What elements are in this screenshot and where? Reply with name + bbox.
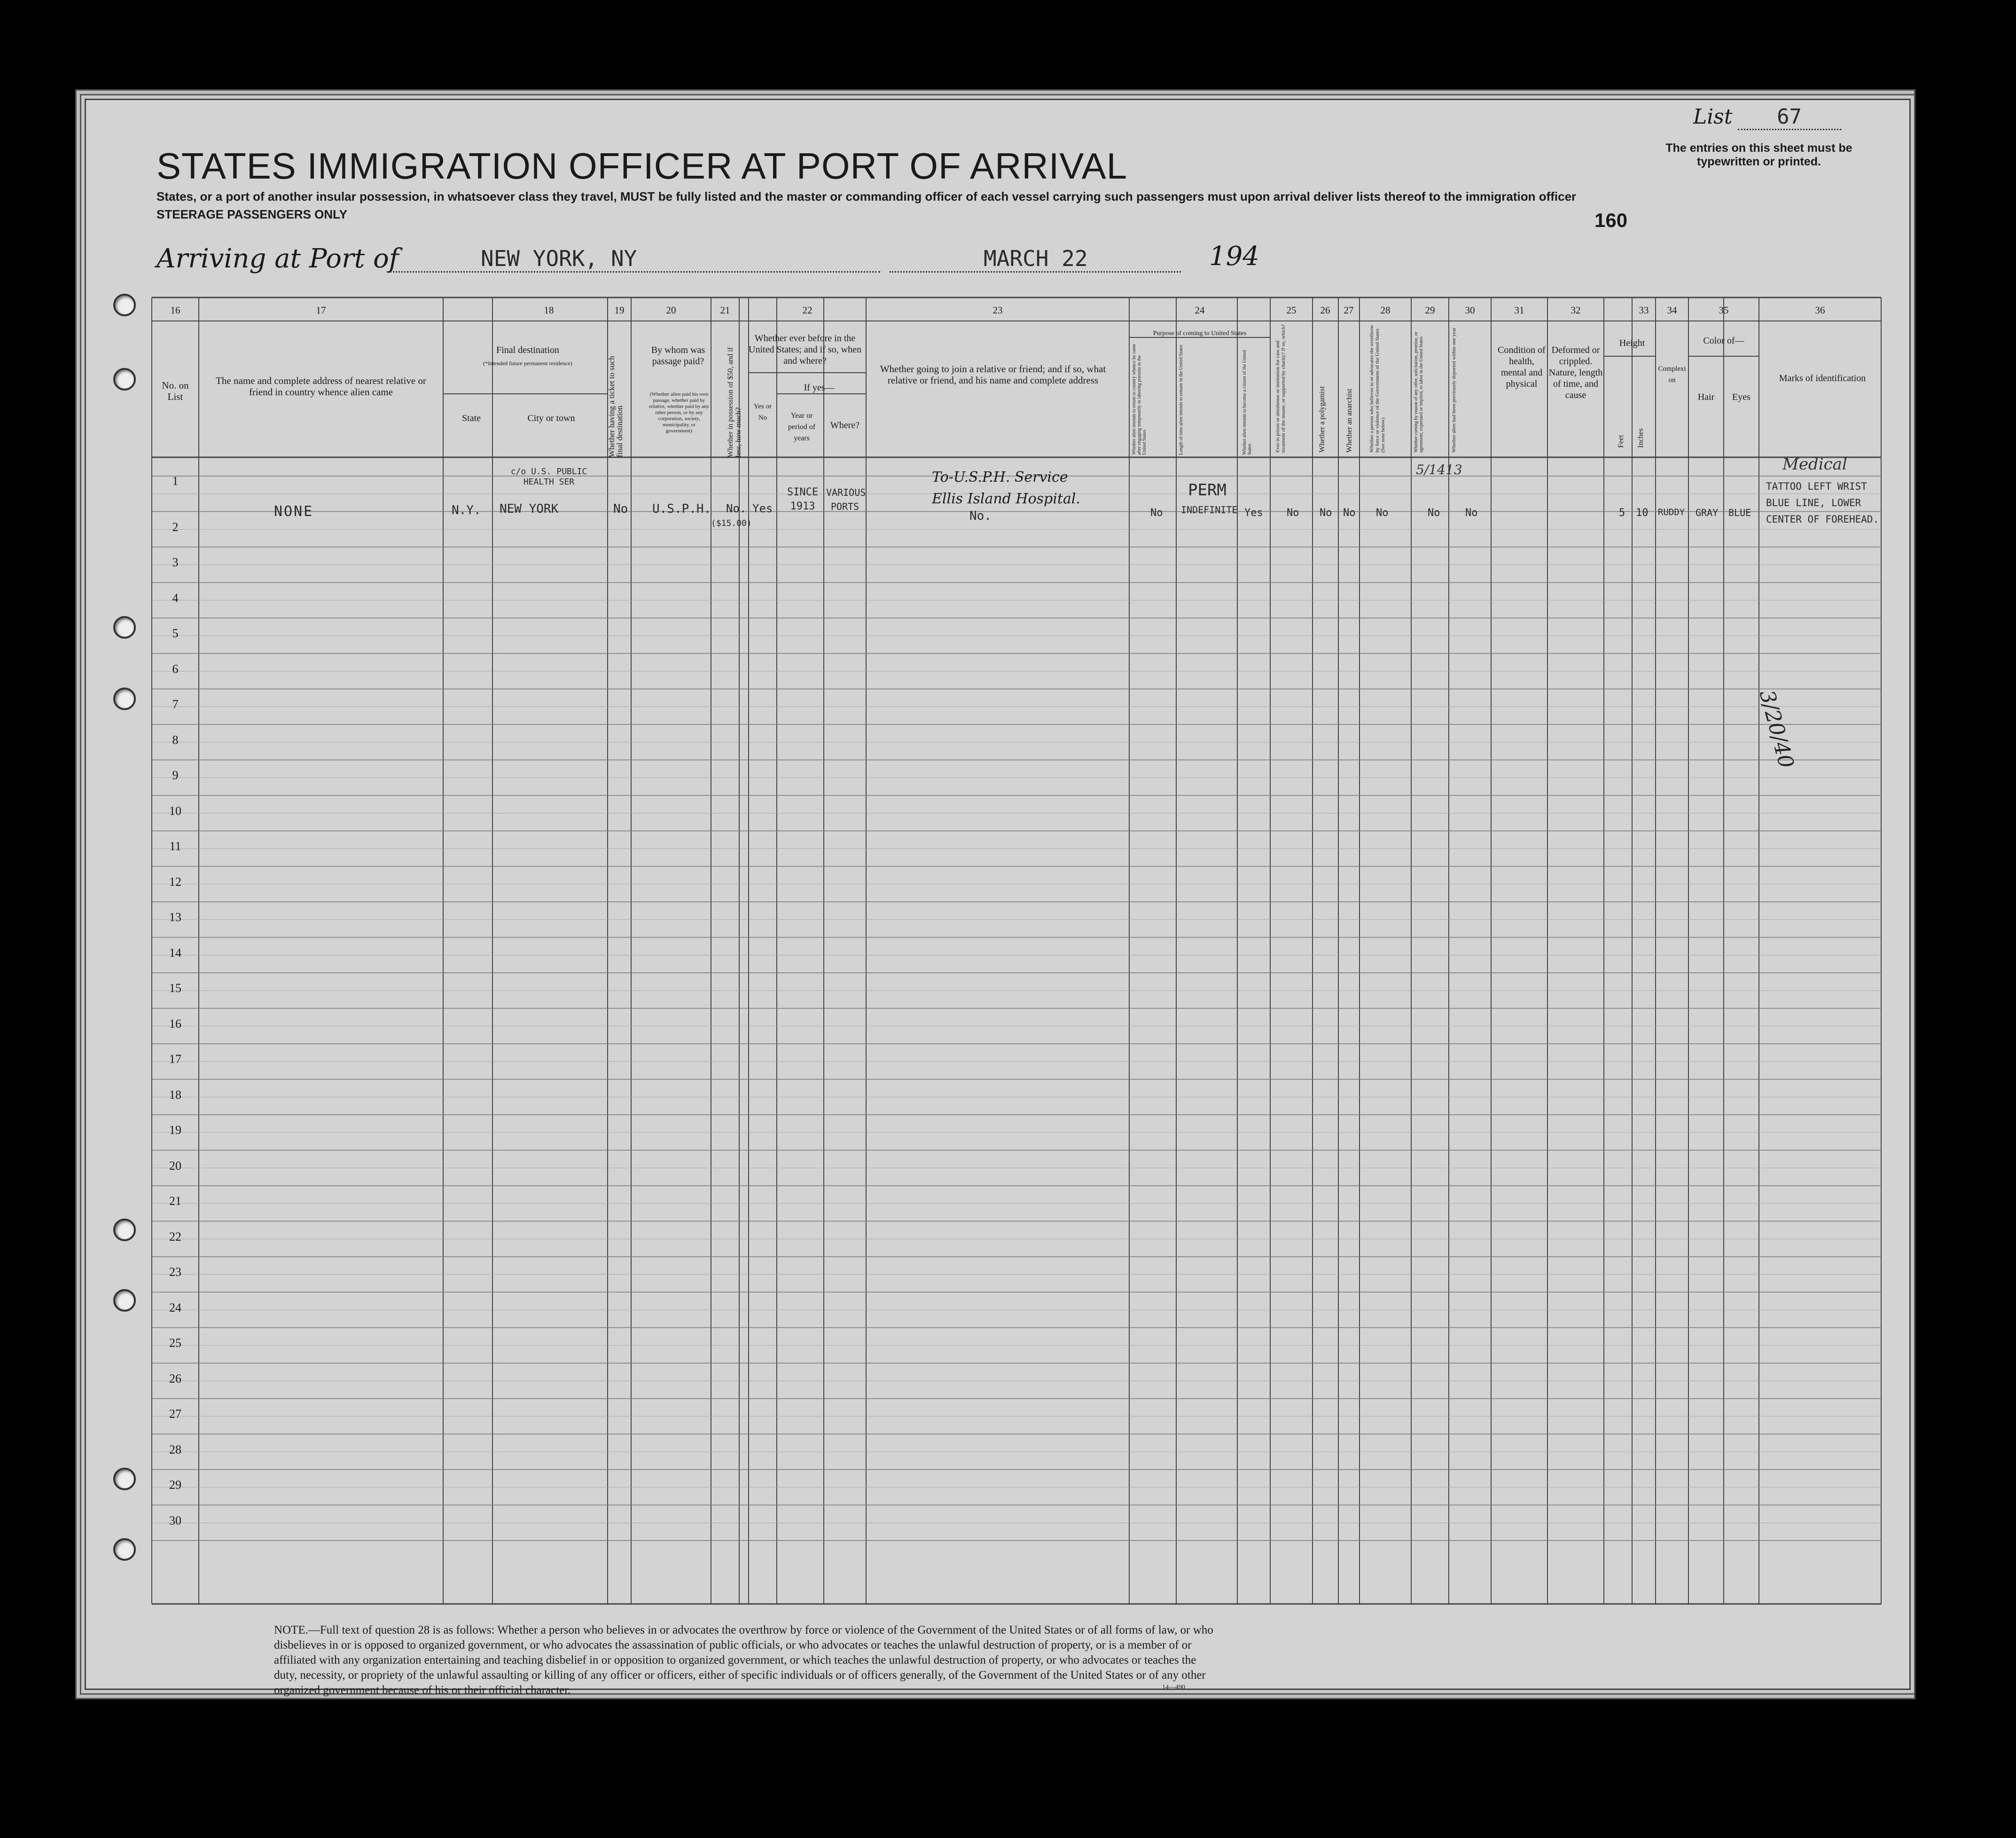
column-number-17: 17 [316,305,326,316]
row-number: 22 [169,1229,181,1244]
list-number: List 67 [1693,105,1841,130]
col36-header: Marks of identification [1779,373,1866,383]
col18-header: Final destination [496,345,559,355]
col22-where: Where? [830,420,860,430]
entry1-paid-by: U.S.P.H. [652,502,711,516]
column-number-30: 30 [1465,305,1475,316]
row-number: 14 [169,946,181,960]
entry1-city: NEW YORK [500,502,559,516]
entry1-marks-line3: CENTER OF FOREHEAD. [1766,514,1879,525]
entry1-q30: No [1465,507,1478,519]
col27-header: Whether an anarchist [1345,389,1353,453]
entry1-prison: No [1287,507,1299,519]
entry1-money: No. [726,502,747,515]
column-number-36: 36 [1815,305,1825,316]
footer-note: NOTE.—Full text of question 28 is as follows: Whether a person who believes in or advocates the overthrow by force or violence of the Government of the United States or of all forms of law, or who disbelieves in or is opposed to organized government, or who advocates the assassination of public officials, or who advocates or teaches the unlawful destruction of property, or is a member of or affiliated with any organization entertaining and teaching disbelief in or opposition to organized government, or which teaches the unlawful destruction of property, or who advocates or teaches the duty, necessity, or propriety of the unlawful assaulting or killing of any officer or officers, either of specific individuals or of officers generally, of the Government of the United States or of any other organized government because of his or their official character. [274,1624,1213,1697]
entry1-where: VARIOUS PORTS [826,487,866,512]
annotation-col31: 5/1413 [1416,462,1462,477]
row-number: 23 [169,1265,181,1279]
entry1-money-amount: ($15.00) [711,518,752,528]
row-number: 18 [169,1087,181,1102]
steerage-label: STEERAGE PASSENGERS ONLY [156,207,347,221]
entry1-return: No [1150,507,1163,519]
col19-header: Whether having a ticket to such final destination [607,356,624,457]
row-number: 19 [169,1123,181,1137]
column-number-35: 35 [1719,305,1729,316]
page-title: STATES IMMIGRATION OFFICER AT PORT OF ARRIVAL [156,145,1128,187]
entry1-q28: No [1376,507,1389,519]
col22-yesno: Yes or No [753,403,772,422]
column-number-28: 28 [1380,305,1391,316]
entry1-marks-line1: TATTOO LEFT WRIST [1766,481,1867,492]
row-number: 10 [169,804,181,818]
entry1-hair: GRAY [1696,507,1719,518]
row-number: 2 [172,520,179,534]
col22-year: Year or period of years [788,412,816,442]
form-number: 14—490 [1162,1684,1185,1691]
row-number: 11 [169,839,181,853]
row-number: 3 [172,555,179,569]
row-number: 29 [169,1478,181,1492]
col24c-header: Whether alien intends to become a citizen of the United States [1242,350,1252,455]
col24b-header: Length of time alien intends to remain in the United States [1179,344,1184,455]
column-number-25: 25 [1286,305,1297,316]
row-number: 1 [172,474,179,488]
column-number-18: 18 [544,305,554,316]
col18-city: City or town [527,413,575,423]
row-number: 25 [169,1336,181,1350]
row-number: 9 [172,768,179,782]
col20-note: (Whether alien paid his own passage, whether paid by relative, whether paid by any other person, or by any corporation, society, municipality, or government) [649,391,709,434]
entry1-relative: NONE [274,503,314,520]
column-number-34: 34 [1667,305,1677,316]
column-number-24: 24 [1195,305,1205,316]
entry1-marks-line2: BLUE LINE, LOWER [1766,497,1861,508]
row-number: 8 [172,733,179,747]
entry1-city-top: c/o U.S. PUBLIC HEALTH SER [510,467,587,487]
instructions: The entries on this sheet must be typewritten or printed. [1665,141,1852,168]
col32-header: Deformed or crippled. Nature, length of time, and cause [1548,345,1603,400]
entry1-join: To-U.S.P.H. Service Ellis Island Hospital. [932,469,1080,507]
col22-header: Whether ever before in the United States; and if so, when and where? [749,333,861,366]
row-number: 27 [169,1407,181,1421]
column-number-27: 27 [1344,305,1354,316]
row-number: 15 [169,981,181,995]
entry1-citizen: Yes [1244,507,1263,519]
year-field: 194 [1209,241,1259,272]
col18-state: State [462,413,481,423]
row-number: 26 [169,1371,181,1385]
col35-header: Color of— [1703,336,1744,346]
col23-header: Whether going to join a relative or friend; and if so, what relative or friend, and his name and complete address [880,363,1106,386]
col35-hair: Hair [1697,392,1715,402]
row-number: 13 [169,910,181,924]
col28-header: Whether a person who believes in or advocates the overthrow by force or violence of the Government of the United States (See note below) [1369,325,1386,453]
entry1-q29: No [1428,507,1440,519]
sheet-number: 160 [1594,209,1628,231]
row-number: 21 [169,1194,181,1208]
column-number-23: 23 [992,305,1003,316]
col33-inches: Inches [1637,428,1645,448]
row-number: 6 [172,662,179,676]
column-number-31: 31 [1514,305,1524,316]
column-number-32: 32 [1571,305,1581,316]
row-number: 5 [172,626,179,640]
row-number: 12 [169,875,181,889]
col20-header: By whom was passage paid? [651,345,705,367]
arriving-label: Arriving at Port of [156,243,399,274]
col31-header: Condition of health, mental and physical [1498,345,1546,389]
entry1-complexion: RUDDY [1658,507,1685,517]
entry1-inches: 10 [1636,507,1649,519]
column-number-21: 21 [720,305,730,316]
col24-header: Purpose of coming to United States [1153,330,1247,337]
col33-feet: Feet [1617,435,1625,448]
annotation-overwrite: Medical [1782,455,1847,474]
row-number: 7 [172,697,179,711]
col21-header: Whether in possession of $50, and if less, how much? [727,347,742,457]
column-number-29: 29 [1425,305,1435,316]
col16-header: No. on List [162,380,189,402]
row-number: 4 [172,591,179,605]
column-number-16: 16 [170,305,180,316]
col22-ifyes: If yes— [804,383,835,393]
entry1-polygamist: No [1320,507,1332,519]
entry1-join-no: No. [969,509,992,523]
row-number: 30 [169,1513,181,1527]
col35-eyes: Eyes [1732,392,1750,402]
entry1-length-top: PERM [1188,481,1227,500]
manifest-sheet [85,99,1911,1697]
col25-header: Ever in prison or almshouse or institution for care and treatment of the insane, or supported by charity? If so, which? [1275,324,1286,453]
row-number: 24 [169,1300,181,1314]
col30-header: Whether alien had been previously deported within one year [1451,328,1457,453]
row-number: 16 [169,1017,181,1031]
entry1-length: INDEFINITE [1181,504,1238,516]
col33-header: Height [1619,338,1645,348]
row-number: 28 [169,1442,181,1456]
port-field: NEW YORK, NY [387,246,880,273]
column-number-20: 20 [666,305,676,316]
column-number-26: 26 [1320,305,1330,316]
col29-header: Whether coming by reason of any offer, solicitation, promise, or agreement, expressed or implied, to labor in the United States [1414,331,1424,453]
column-number-33: 33 [1639,305,1649,316]
col24a-header: Whether alien intends to return to country whence he came after engaging temporarily in laboring pursuits in the United States [1132,344,1147,455]
entry1-feet: 5 [1619,507,1625,519]
entry1-anarchist: No [1343,507,1356,519]
col18-note: (*Intended future permanent residence) [483,360,572,367]
entry1-state: N.Y. [452,503,481,517]
row-number: 20 [169,1158,181,1173]
entry1-before: Yes [752,502,773,515]
date-field: MARCH 22 [890,246,1181,273]
col17-header: The name and complete address of nearest relative or friend in country whence alien came [216,375,426,398]
subtitle: States, or a port of another insular possession, in whatsoever class they travel, MUST be fully listed and the master or commanding officer of each vessel carrying such passengers must upon arrival deliver lists thereof to the immigration officer [156,189,1577,203]
column-number-22: 22 [802,305,813,316]
entry1-ticket: No [613,502,628,516]
annotation-side-note: 3/20/40 [1754,688,1798,771]
col26-header: Whether a polygamist [1318,386,1326,453]
entry1-year: SINCE 1913 [787,486,819,512]
col34-header: Complexion [1658,365,1686,384]
row-number: 17 [169,1052,181,1066]
entry1-eyes: BLUE [1728,507,1751,518]
column-number-19: 19 [614,305,625,316]
